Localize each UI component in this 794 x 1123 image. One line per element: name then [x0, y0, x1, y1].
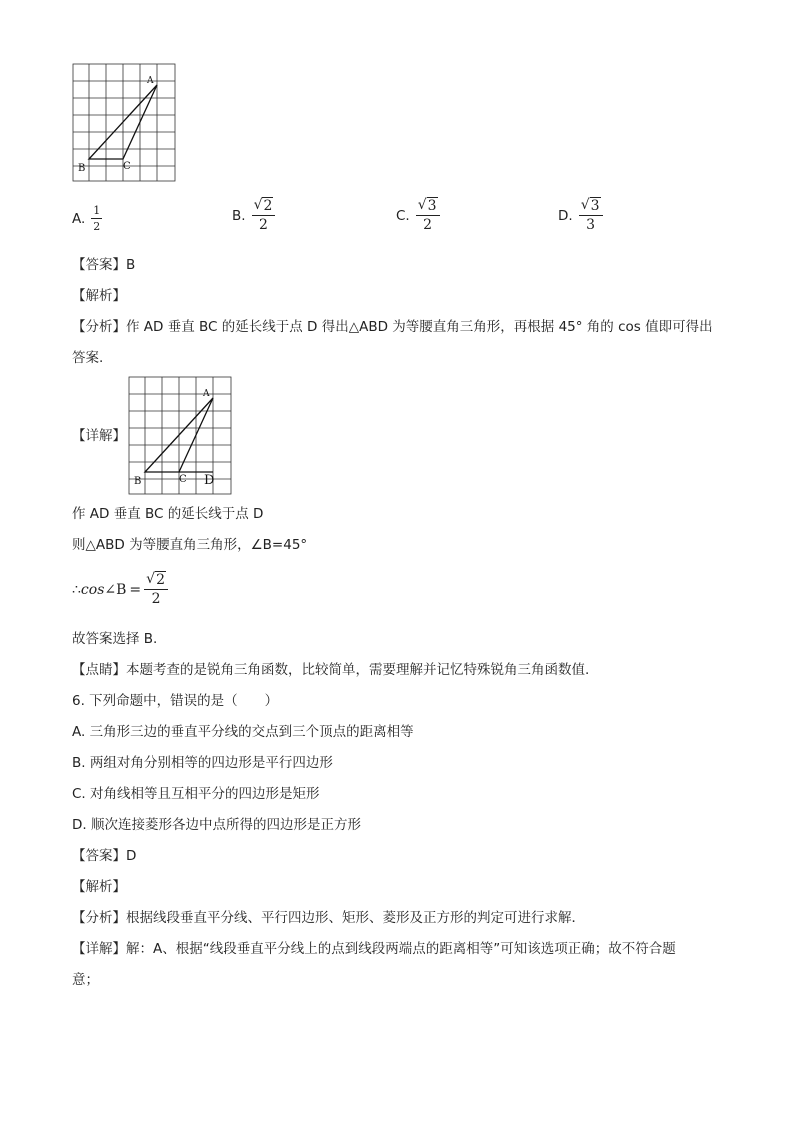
label-B: B [78, 163, 86, 174]
figure-grid-2 [128, 376, 232, 496]
fenxi-2: 【分析】根据线段垂直平分线、平行四边形、矩形、菱形及正方形的判定可进行求解． [72, 910, 585, 926]
step-2: 则△ABD 为等腰直角三角形，∠B=45° [72, 537, 308, 553]
xiangjie-1-label: 【详解】 [72, 428, 126, 444]
option-d [558, 197, 603, 234]
option-d-label: D. [558, 207, 573, 224]
analysis-heading-2: 【解析】 [72, 879, 126, 895]
answer-2: 【答案】D [72, 848, 137, 864]
label-B-2: B [134, 476, 142, 487]
figure-grid-1 [72, 63, 176, 183]
cos-formula: ∴ cos ∠B = √ 2 2 [72, 571, 168, 608]
dianjing: 【点睛】本题考查的是锐角三角函数，比较简单，需要理解并记忆特殊锐角三角函数值. [72, 662, 590, 678]
question-6-option-b: B. 两组对角分别相等的四边形是平行四边形 [72, 755, 333, 771]
xiangjie-2-line-2: 意； [72, 972, 99, 988]
question-6-option-d: D. 顺次连接菱形各边中点所得的四边形是正方形 [72, 817, 361, 833]
option-b [232, 197, 275, 234]
conclusion: 故答案选择 B. [72, 631, 158, 647]
option-c-label: C. [396, 207, 410, 224]
label-A-2: A [203, 389, 210, 399]
fraction-sqrt3-over-3: √ 3 3 [579, 197, 603, 234]
question-6-stem: 6. 下列命题中，错误的是（ ） [72, 693, 279, 709]
option-c [396, 197, 440, 234]
option-a [72, 204, 102, 233]
label-C-2: C [179, 474, 187, 485]
fraction-sqrt3-over-2: √ 3 2 [416, 197, 440, 234]
label-C: C [123, 161, 131, 172]
option-a-label: A. [72, 210, 86, 227]
answer-1: 【答案】B [72, 257, 136, 273]
label-A: A [147, 76, 154, 86]
option-b-label: B. [232, 207, 246, 224]
fenxi-1-line-1: 【分析】作 AD 垂直 BC 的延长线于点 D 得出△ABD 为等腰直角三角形，再根据 45° 角的 cos 值即可得出 [72, 319, 713, 335]
question-6-option-c: C. 对角线相等且互相平分的四边形是矩形 [72, 786, 320, 802]
xiangjie-2-line-1: 【详解】解：A、根据“线段垂直平分线上的点到线段两端点的距离相等”可知该选项正确；故不符合题 [72, 941, 676, 957]
fenxi-1-line-2: 答案. [72, 350, 104, 366]
analysis-heading-1: 【解析】 [72, 288, 126, 304]
fraction-sqrt2-over-2: √ 2 2 [252, 197, 276, 234]
fraction-sqrt2-over-2-result: √ 2 2 [144, 571, 168, 608]
question-6-option-a: A. 三角形三边的垂直平分线的交点到三个顶点的距离相等 [72, 724, 414, 740]
fraction-one-half: $\frac{1}{2}$ [93, 204, 101, 233]
step-1: 作 AD 垂直 BC 的延长线于点 D [72, 506, 264, 522]
label-D-2: D [204, 473, 215, 488]
